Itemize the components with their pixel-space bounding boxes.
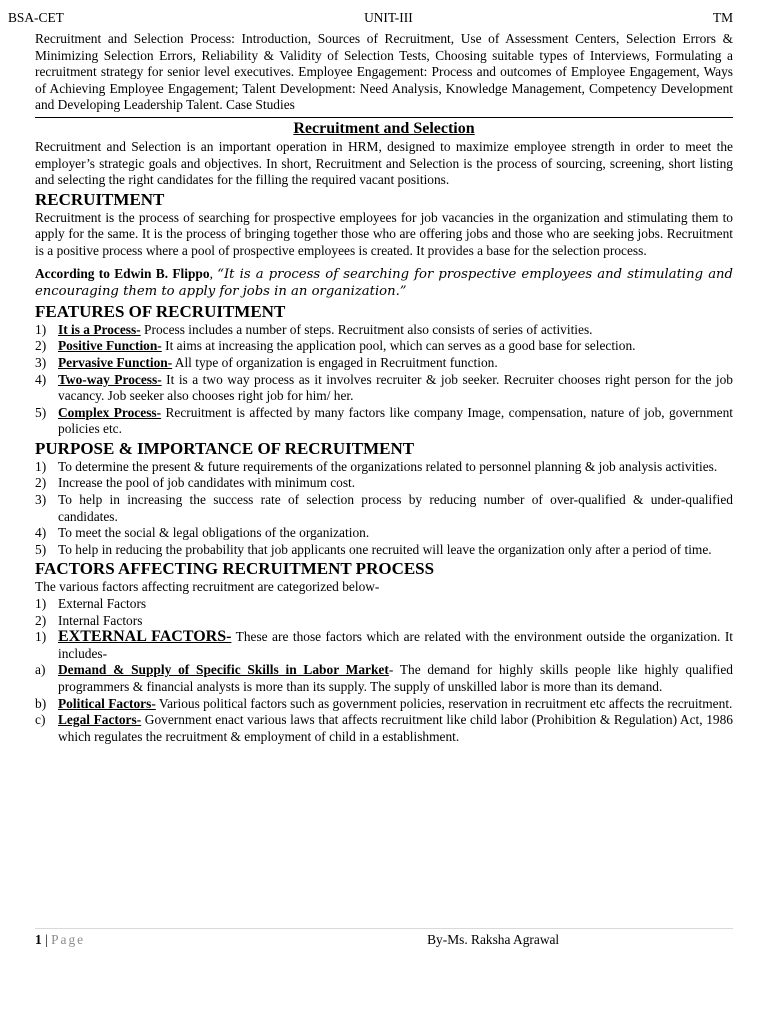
item-text: Increase the pool of job candidates with minimum cost.: [58, 475, 356, 491]
list-item: [35, 355, 733, 372]
item-text: It is a two way process as it involves recruiter & job seeker. Recruiter chooses right person for the job vacancy. Job seeker also chooses right job for him/ her.: [58, 371, 734, 404]
item-text: These are those factors which are related with the environment outside the organization. It includes-: [58, 629, 734, 661]
item-number: 2): [35, 612, 47, 628]
header-right: TM: [712, 10, 733, 25]
list-item: [35, 696, 733, 713]
features-heading: FEATURES OF RECRUITMENT: [35, 301, 286, 321]
item-term: Political Factors-: [58, 695, 156, 711]
item-text: All type of organization is engaged in Recruitment function.: [172, 354, 498, 370]
item-text: Process includes a number of steps. Recruitment also consists of series of activities.: [140, 321, 593, 337]
item-term: Demand & Supply of Specific Skills in Labor Market: [58, 662, 389, 678]
quote-separator: ,: [209, 265, 218, 281]
list-item: [35, 613, 733, 630]
list-item: [35, 322, 733, 339]
item-text: Government enact various laws that affects recruitment like child labor (Prohibition & Regulation) Act, 1986 which regulates the recruitment & employment of child in a establishment.: [58, 712, 733, 744]
page-title: Recruitment and Selection: [293, 119, 475, 137]
item-number: 2): [35, 475, 47, 491]
list-item: [35, 596, 733, 613]
item-text: To help in reducing the probability that job applicants one recruited will leave the organization only after a period of time.: [58, 541, 712, 557]
item-term: Positive Function-: [58, 338, 162, 354]
list-item: [35, 459, 733, 476]
item-text: Various political factors such as government policies, reservation in recruitment etc affects the recruitment.: [155, 695, 733, 711]
page-separator: |: [41, 932, 52, 947]
item-text: Recruitment is affected by many factors like company Image, compensation, nature of job, government policies etc.: [58, 404, 733, 437]
item-number: 3): [35, 492, 47, 508]
item-number: a): [35, 662, 46, 678]
recruitment-heading: RECRUITMENT: [35, 189, 165, 209]
external-factors-list: [35, 662, 733, 745]
purpose-list: [35, 459, 733, 559]
item-term: It is a Process-: [58, 321, 141, 337]
item-number: 5): [35, 541, 47, 557]
item-number: 1): [35, 596, 47, 612]
page-footer: [35, 928, 733, 948]
item-text: To help in increasing the success rate of selection process by reducing number of over-qualified & under-qualified candidates.: [58, 492, 733, 524]
header-divider: [35, 117, 733, 118]
item-text: External Factors: [58, 596, 147, 612]
list-item: [35, 629, 733, 662]
item-term: Pervasive Function-: [58, 354, 173, 370]
item-number: 1): [35, 321, 47, 337]
list-item: [35, 372, 733, 405]
page-num: 1: [35, 932, 42, 947]
quote-text: “It is a process of searching for prospective employees and stimulating and encouraging them to apply for jobs in an organization.”: [35, 266, 733, 300]
item-term: Complex Process-: [58, 404, 162, 420]
item-number: 4): [35, 525, 47, 541]
item-term: Two-way Process-: [58, 371, 162, 387]
factors-heading: FACTORS AFFECTING RECRUITMENT PROCESS: [35, 559, 435, 579]
item-number: c): [35, 712, 46, 728]
item-number: 1): [35, 458, 47, 474]
item-text: Internal Factors: [58, 612, 143, 628]
list-item: [35, 662, 733, 695]
recruitment-paragraph: Recruitment is the process of searching for prospective employees for job vacancies in the organization and stimulating them to apply for the same. It is the process of bringing together those who are offering jobs and those who are seeking jobs. Recruitment is a positive process where a pool of prospective employees is created. It provides a base for the selection process.: [35, 209, 733, 258]
item-number: 5): [35, 404, 47, 420]
external-factors-section: [35, 629, 733, 662]
list-item: [35, 712, 733, 745]
syllabus-topics: Recruitment and Selection Process: Introduction, Sources of Recruitment, Use of Assessment Centers, Selection Errors & Minimizing Selection Errors, Reliability & Validity of Selection Tests, Choosing suitable types of Interviews, Formulating a recruitment strategy for senior level executives. Employee Engagement: Process and outcomes of Employee Engagement, Ways of Achieving Employee Engagement; Talent Development: Need Analysis, Knowledge Management, Competency Development and Developing Leadership Talent. Case Studies: [35, 31, 733, 113]
document-page: [8, 10, 734, 745]
intro-paragraph: Recruitment and Selection is an important operation in HRM, designed to maximize employee strength in order to meet the employer’s strategic goals and objectives. In short, Recruitment and Selection is the process of sourcing, screening, short listing and selecting the right candidates for the filling the required vacant positions.: [35, 138, 733, 188]
factors-list: [35, 596, 733, 629]
item-number: 3): [35, 354, 47, 370]
item-number: 1): [35, 629, 47, 645]
list-item: [35, 542, 733, 559]
quote-author: According to Edwin B. Flippo: [35, 265, 210, 281]
author-credit: By-Ms. Raksha Agrawal: [427, 932, 560, 947]
features-list: [35, 322, 733, 438]
purpose-heading: PURPOSE & IMPORTANCE OF RECRUITMENT: [35, 438, 415, 458]
list-item: [35, 492, 733, 525]
header-left: BSA-CET: [8, 10, 64, 25]
external-factors-term: EXTERNAL FACTORS-: [58, 628, 232, 646]
factors-intro: The various factors affecting recruitment are categorized below-: [35, 579, 380, 595]
list-item: [35, 338, 733, 355]
item-number: 2): [35, 338, 47, 354]
header-center: UNIT-III: [364, 10, 413, 25]
item-text: It aims at increasing the application pool, which can serves as a good base for selection.: [161, 338, 636, 354]
list-item: [35, 525, 733, 542]
item-text: To determine the present & future requirements of the organizations related to personnel planning & job analysis activities.: [58, 458, 718, 474]
item-number: b): [35, 695, 47, 711]
item-text: To meet the social & legal obligations of the organization.: [58, 525, 370, 541]
list-item: [35, 475, 733, 492]
page-number: [35, 932, 85, 948]
item-number: 4): [35, 371, 47, 387]
flippo-quote: [35, 266, 733, 301]
item-text: - The demand for highly skills people like highly qualified programmers & financial analysts is more than its supply. The supply of unskilled labor is more than its demand.: [58, 662, 733, 694]
page-word: Page: [51, 932, 86, 947]
list-item: [35, 405, 733, 438]
page-header: [8, 10, 733, 27]
item-term: Legal Factors-: [58, 712, 142, 728]
